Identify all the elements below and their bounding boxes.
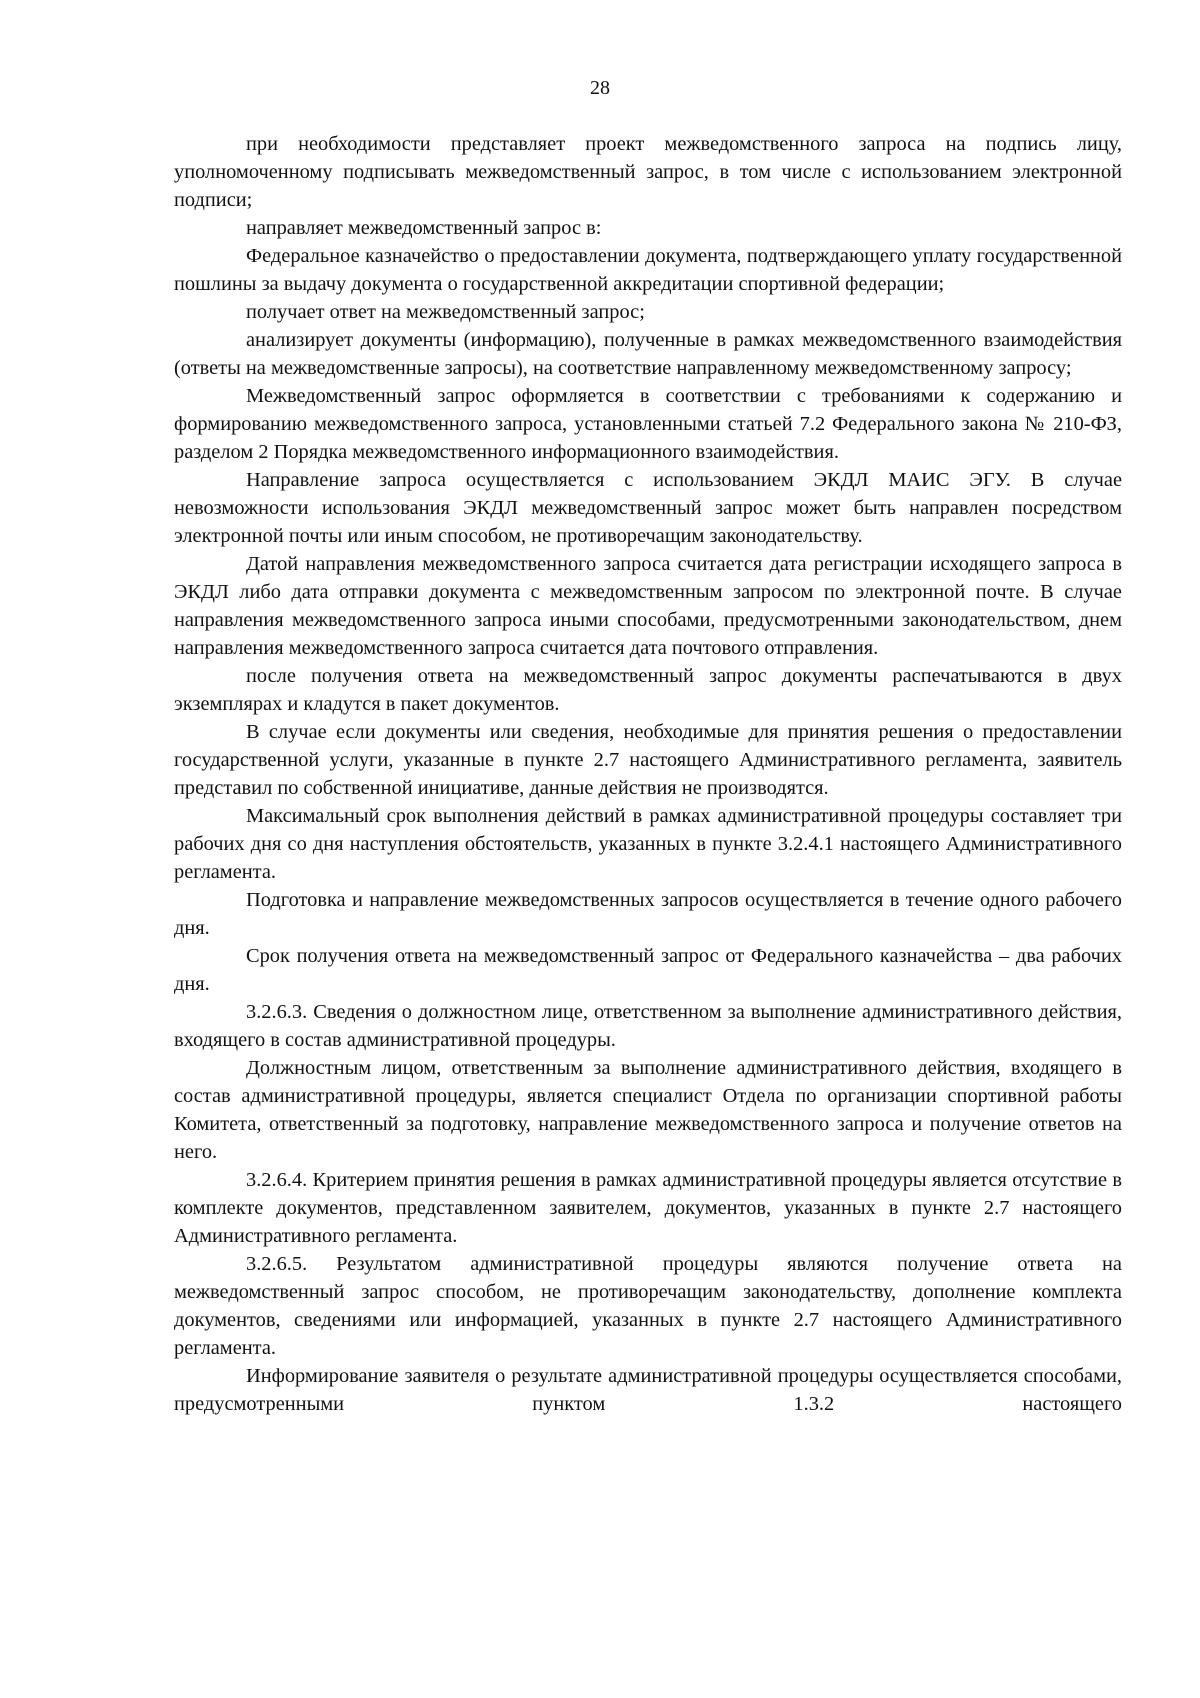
paragraph: 3.2.6.3. Сведения о должностном лице, ответственном за выполнение административного действия, входящего в состав административной процедуры. bbox=[174, 1001, 1122, 1051]
paragraph: 3.2.6.5. Результатом административной процедуры являются получение ответа на межведомственный запрос способом, не противоречащим законодательству, дополнение комплекта документов, сведениями или информацией, указанных в пункте 2.7 настоящего Административного регламента. bbox=[174, 1253, 1122, 1359]
paragraph: 3.2.6.4. Критерием принятия решения в рамках административной процедуры является отсутствие в комплекте документов, представленном заявителем, документов, указанных в пункте 2.7 настоящего Административного регламента. bbox=[174, 1169, 1122, 1247]
paragraph: Федеральное казначейство о предоставлении документа, подтверждающего уплату государственной пошлины за выдачу документа о государственной аккредитации спортивной федерации; bbox=[174, 245, 1122, 295]
paragraph: Срок получения ответа на межведомственный запрос от Федерального казначейства – два рабочих дня. bbox=[174, 945, 1122, 995]
paragraph: Подготовка и направление межведомственных запросов осуществляется в течение одного рабочего дня. bbox=[174, 889, 1122, 939]
paragraph: Датой направления межведомственного запроса считается дата регистрации исходящего запроса в ЭКДЛ либо дата отправки документа с межведомственным запросом по электронной почте. В случае направления межведомственного запроса иными способами, предусмотренными законодательством, днем направления межведомственного запроса считается дата почтового отправления. bbox=[174, 553, 1122, 659]
paragraph: после получения ответа на межведомственный запрос документы распечатываются в двух экземплярах и кладутся в пакет документов. bbox=[174, 665, 1122, 715]
page-number: 28 bbox=[590, 77, 610, 99]
paragraph: В случае если документы или сведения, необходимые для принятия решения о предоставлении государственной услуги, указанные в пункте 2.7 настоящего Административного регламента, заявитель представил по собственной инициативе, данные действия не производятся. bbox=[174, 721, 1122, 799]
paragraph: Межведомственный запрос оформляется в соответствии с требованиями к содержанию и формированию межведомственного запроса, установленными статьей 7.2 Федерального закона № 210-ФЗ, разделом 2 Порядка межведомственного информационного взаимодействия. bbox=[174, 385, 1122, 463]
paragraph: направляет межведомственный запрос в: bbox=[246, 217, 602, 239]
paragraph: Должностным лицом, ответственным за выполнение административного действия, входящего в состав административной процедуры, является специалист Отдела по организации спортивной работы Комитета, ответственный за подготовку, направление межведомственного запроса и получение ответов на него. bbox=[174, 1057, 1122, 1163]
paragraph: при необходимости представляет проект межведомственного запроса на подпись лицу, уполномоченному подписывать межведомственный запрос, в том числе с использованием электронной подписи; bbox=[174, 133, 1122, 211]
body-text bbox=[174, 130, 1122, 1418]
paragraph: анализирует документы (информацию), полученные в рамках межведомственного взаимодействия (ответы на межведомственные запросы), на соответствие направленному межведомственному запросу; bbox=[174, 329, 1122, 379]
paragraph: Максимальный срок выполнения действий в рамках административной процедуры составляет три рабочих дня со дня наступления обстоятельств, указанных в пункте 3.2.4.1 настоящего Административного регламента. bbox=[174, 805, 1122, 883]
paragraph: Направление запроса осуществляется с использованием ЭКДЛ МАИС ЭГУ. В случае невозможности использования ЭКДЛ межведомственный запрос может быть направлен посредством электронной почты или иным способом, не противоречащим законодательству. bbox=[174, 469, 1122, 547]
paragraph: получает ответ на межведомственный запрос; bbox=[246, 301, 645, 323]
paragraph: Информирование заявителя о результате административной процедуры осуществляется способами, предусмотренными пунктом 1.3.2 настоящего bbox=[174, 1365, 1122, 1415]
